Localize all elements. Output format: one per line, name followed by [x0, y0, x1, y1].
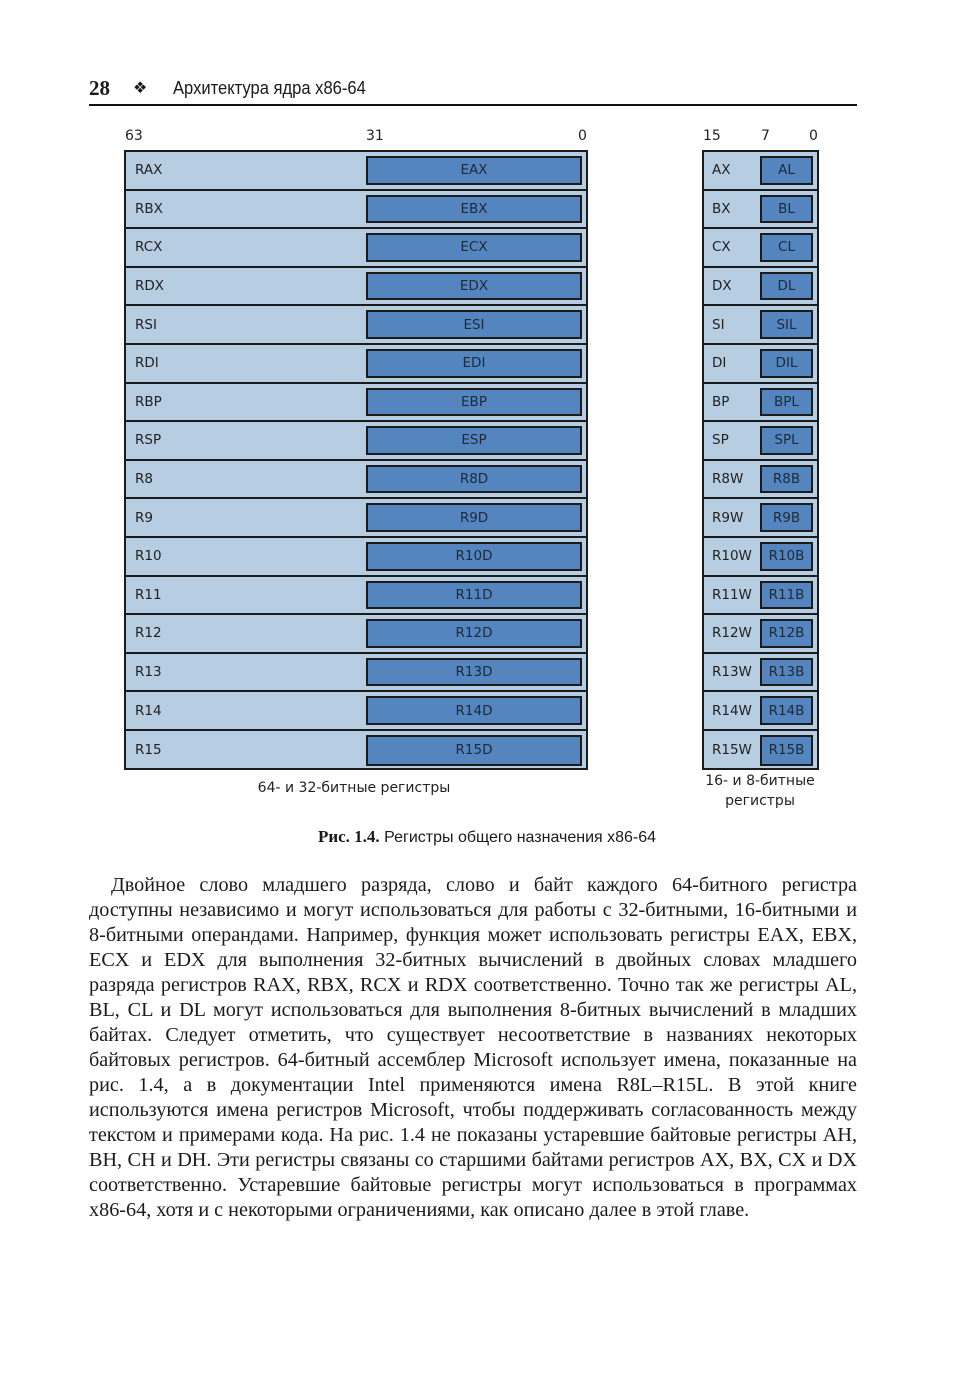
- register-full-name: DX: [712, 278, 732, 295]
- register-row: [704, 268, 817, 307]
- register-row: [704, 306, 817, 345]
- register-low-part: R10D: [366, 542, 582, 571]
- register-row: [704, 152, 817, 191]
- register-low-part: ESI: [366, 310, 582, 339]
- register-row: [126, 615, 586, 654]
- register-low-part: R11D: [366, 581, 582, 610]
- register-row: [126, 306, 586, 345]
- register-row: [704, 692, 817, 731]
- register-full-name: RBP: [135, 393, 162, 410]
- register-low-part: EDI: [366, 349, 582, 378]
- register-full-name: SP: [712, 432, 729, 449]
- legend-line-1: 16- и 8-битные: [705, 773, 815, 789]
- register-full-name: RDI: [135, 355, 159, 372]
- register-full-name: R11: [135, 586, 162, 603]
- paragraph: Двойное слово младшего разряда, слово и байт каждого 64-битного регистра доступны независимо и могут использоваться для работы с 32-битными, 16-битными и 8-битными операндами. Например, функция может использовать регистры EAX, EBX, ECX и EDX для выполнения 32-битных вычислений в двойных словах младшего разряда регистров RAX, RBX, RCX и RDX соответственно. Точно так же регистры AL, BL, CL и DL могут использоваться для выполнения 8-битных вычислений в младших байтах. Следует отметить, что существует несоответствие в названиях некоторых байтовых регистров. 64-битный ассемблер Microsoft использует имена, показанные на рис. 1.4, а в документации Intel применяются имена R8L–R15L. В этой книге используются имена регистров Microsoft, чтобы поддерживать согласованность между текстом и примерами кода. На рис. 1.4 не показаны устаревшие байтовые регистры AH, BH, CH и DH. Эти регистры связаны со старшими байтами регистров AX, BX, CX и DX соответственно. Устаревшие байтовые регистры могут использоваться в программах x86-64, хотя и с некоторыми ограничениями, как описано далее в этой главе.: [89, 874, 857, 1221]
- register-full-name: R15W: [712, 742, 752, 759]
- register-row: [126, 577, 586, 616]
- register-full-name: SI: [712, 316, 725, 333]
- caption-number: Рис. 1.4.: [317, 827, 380, 846]
- register-low-part: R10B: [760, 542, 813, 571]
- register-row: [126, 345, 586, 384]
- register-row: [126, 654, 586, 693]
- caption-text: Регистры общего назначения x86-64: [379, 829, 657, 846]
- legend-text: 64- и 32-битные регистры: [257, 780, 451, 796]
- register-full-name: RAX: [135, 162, 163, 179]
- register-row: [126, 692, 586, 731]
- register-row: [704, 191, 817, 230]
- register-row: [704, 654, 817, 693]
- register-row: [704, 384, 817, 423]
- register-low-part: ESP: [366, 426, 582, 455]
- register-low-part: R9B: [760, 503, 813, 532]
- register-row: [126, 384, 586, 423]
- register-full-name: R13W: [712, 664, 752, 681]
- register-full-name: R10W: [712, 548, 752, 565]
- register-full-name: R15: [135, 742, 162, 759]
- register-full-name: R11W: [712, 586, 752, 603]
- register-low-part: AL: [760, 156, 813, 185]
- register-full-name: AX: [712, 162, 731, 179]
- register-low-part: EBX: [366, 195, 582, 224]
- register-low-part: SPL: [760, 426, 813, 455]
- bit-label-0: 0: [578, 128, 587, 144]
- register-full-name: R13: [135, 664, 162, 681]
- bit-label-15: 15: [703, 128, 721, 144]
- table-64-32-bit-registers: [124, 150, 588, 770]
- register-low-part: DIL: [760, 349, 813, 378]
- register-full-name: RDX: [135, 278, 165, 295]
- register-full-name: BP: [712, 393, 730, 410]
- ornament-icon: ❖: [133, 78, 148, 97]
- legend-16-8: [690, 771, 830, 811]
- register-full-name: R10: [135, 548, 162, 565]
- register-low-part: ECX: [366, 233, 582, 262]
- register-low-part: BPL: [760, 388, 813, 417]
- register-full-name: R12: [135, 625, 162, 642]
- register-row: [126, 268, 586, 307]
- register-full-name: R12W: [712, 625, 752, 642]
- register-row: [126, 229, 586, 268]
- register-row: [126, 461, 586, 500]
- bit-label-31: 31: [366, 128, 384, 144]
- register-row: [704, 461, 817, 500]
- register-low-part: R9D: [366, 503, 582, 532]
- page-number: 28: [89, 76, 110, 100]
- table-16-8-bit-registers: [702, 150, 819, 770]
- register-row: [704, 577, 817, 616]
- register-full-name: RSI: [135, 316, 157, 333]
- register-full-name: CX: [712, 239, 731, 256]
- register-row: [126, 422, 586, 461]
- register-low-part: EDX: [366, 272, 582, 301]
- figure-caption: [0, 827, 974, 847]
- register-row: [126, 499, 586, 538]
- legend-64-32: [124, 778, 584, 798]
- register-full-name: R9: [135, 509, 153, 526]
- register-low-part: R14D: [366, 696, 582, 725]
- register-low-part: R15B: [760, 735, 813, 766]
- register-row: [704, 499, 817, 538]
- register-full-name: RCX: [135, 239, 163, 256]
- register-full-name: RSP: [135, 432, 162, 449]
- register-low-part: BL: [760, 195, 813, 224]
- register-row: [704, 731, 817, 770]
- register-low-part: R12D: [366, 619, 582, 648]
- register-low-part: R15D: [366, 735, 582, 766]
- register-low-part: R8B: [760, 465, 813, 494]
- register-row: [126, 152, 586, 191]
- register-low-part: R13B: [760, 658, 813, 687]
- register-row: [704, 229, 817, 268]
- register-row: [704, 615, 817, 654]
- body-text: [89, 873, 857, 1223]
- register-low-part: R13D: [366, 658, 582, 687]
- register-row: [704, 345, 817, 384]
- register-row: [126, 191, 586, 230]
- register-full-name: R9W: [712, 509, 744, 526]
- register-low-part: EAX: [366, 156, 582, 185]
- register-low-part: R12B: [760, 619, 813, 648]
- page-header: [89, 74, 857, 106]
- running-title: Архитектура ядра x86-64: [173, 78, 366, 98]
- register-low-part: EBP: [366, 388, 582, 417]
- bit-label-63: 63: [125, 128, 143, 144]
- register-full-name: DI: [712, 355, 727, 372]
- register-low-part: R14B: [760, 696, 813, 725]
- register-low-part: CL: [760, 233, 813, 262]
- register-row: [704, 538, 817, 577]
- register-row: [126, 538, 586, 577]
- register-full-name: R8W: [712, 471, 744, 488]
- register-low-part: DL: [760, 272, 813, 301]
- register-low-part: R11B: [760, 581, 813, 610]
- legend-line-2: регистры: [725, 793, 795, 809]
- register-row: [126, 731, 586, 770]
- register-full-name: RBX: [135, 200, 163, 217]
- register-full-name: R14: [135, 702, 162, 719]
- bit-label-0-right: 0: [809, 128, 818, 144]
- register-full-name: BX: [712, 200, 731, 217]
- bit-label-7: 7: [761, 128, 770, 144]
- register-full-name: R8: [135, 471, 153, 488]
- register-low-part: SIL: [760, 310, 813, 339]
- register-row: [704, 422, 817, 461]
- register-low-part: R8D: [366, 465, 582, 494]
- register-full-name: R14W: [712, 702, 752, 719]
